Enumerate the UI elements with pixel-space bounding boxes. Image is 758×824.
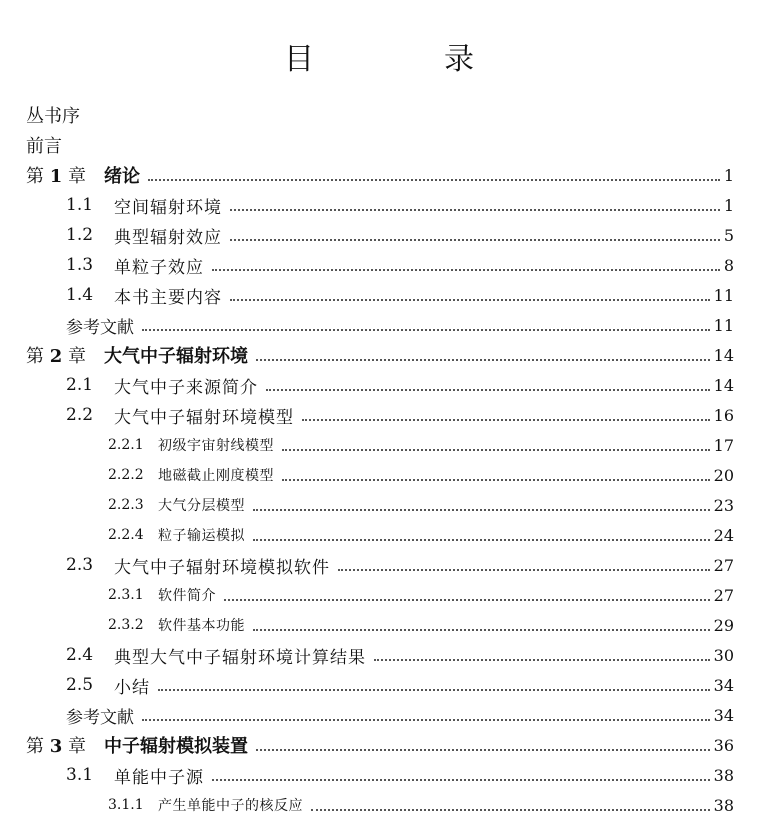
dot-leader xyxy=(282,479,710,481)
toc-subsection-2-2-2[interactable] xyxy=(0,460,758,490)
subsection-title: 软件基本功能 xyxy=(158,618,245,634)
subsection-title: 大气分层模型 xyxy=(158,498,245,514)
section-title: 大气中子辐射环境模型 xyxy=(114,407,294,428)
dot-leader xyxy=(253,539,710,541)
section-title: 大气中子来源简介 xyxy=(114,377,258,398)
section-number: 1.3 xyxy=(66,255,94,275)
toc-section-1-4[interactable] xyxy=(0,280,758,310)
page-number: 5 xyxy=(723,225,734,245)
subsection-number: 2.3.1 xyxy=(108,587,144,603)
toc-subsection-2-2-1[interactable] xyxy=(0,430,758,460)
page-number: 16 xyxy=(713,405,734,425)
page-number: 14 xyxy=(713,375,734,395)
page-number: 34 xyxy=(713,705,734,725)
page-number: 27 xyxy=(713,555,734,575)
toc-subsection-2-2-3[interactable] xyxy=(0,490,758,520)
dot-leader xyxy=(266,389,710,391)
references-title: 参考文献 xyxy=(66,317,134,338)
toc-chapter-3[interactable] xyxy=(0,730,758,760)
dot-leader xyxy=(256,749,710,751)
subsection-number: 2.2.4 xyxy=(108,527,144,543)
subsection-number: 2.3.2 xyxy=(108,617,144,633)
dot-leader xyxy=(148,179,720,181)
subsection-title: 软件简介 xyxy=(158,588,216,604)
page-number: 11 xyxy=(713,285,734,305)
section-number: 2.2 xyxy=(66,405,94,425)
dot-leader xyxy=(142,719,710,721)
toc-subsection-2-2-4[interactable] xyxy=(0,520,758,550)
dot-leader xyxy=(224,599,710,601)
subsection-number: 2.2.3 xyxy=(108,497,144,513)
section-title: 小结 xyxy=(114,677,150,698)
page-number: 17 xyxy=(713,435,734,455)
toc-subsection-2-3-2[interactable] xyxy=(0,610,758,640)
section-title: 典型辐射效应 xyxy=(114,227,222,248)
page-title: 目 录 xyxy=(284,42,524,77)
toc-chapter-1[interactable] xyxy=(0,160,758,190)
page-number: 27 xyxy=(713,585,734,605)
toc-section-2-4[interactable] xyxy=(0,640,758,670)
chapter-title: 大气中子辐射环境 xyxy=(104,346,248,367)
dot-leader xyxy=(282,449,710,451)
subsection-title: 初级宇宙射线模型 xyxy=(158,438,274,454)
section-title: 单能中子源 xyxy=(114,767,204,788)
page-number: 24 xyxy=(713,525,734,545)
dot-leader xyxy=(230,299,710,301)
toc-entry-foreword[interactable] xyxy=(0,130,758,160)
toc-section-2-1[interactable] xyxy=(0,370,758,400)
dot-leader xyxy=(374,659,710,661)
toc-section-2-3[interactable] xyxy=(0,550,758,580)
page-number: 29 xyxy=(713,615,734,635)
page-number: 1 xyxy=(723,195,734,215)
toc-entry-preface-series[interactable] xyxy=(0,100,758,130)
page-number: 23 xyxy=(713,495,734,515)
dot-leader xyxy=(253,509,710,511)
section-title: 单粒子效应 xyxy=(114,257,204,278)
chapter-number: 第 2 章 xyxy=(26,346,86,367)
dot-leader xyxy=(338,569,710,571)
section-number: 3.1 xyxy=(66,765,94,785)
section-number: 1.1 xyxy=(66,195,94,215)
toc-section-1-2[interactable] xyxy=(0,220,758,250)
toc-section-2-5[interactable] xyxy=(0,670,758,700)
section-title: 本书主要内容 xyxy=(114,287,222,308)
section-title: 空间辐射环境 xyxy=(114,197,222,218)
subsection-title: 粒子输运模拟 xyxy=(158,528,245,544)
page-number: 38 xyxy=(713,795,734,815)
toc-references-ch1[interactable] xyxy=(0,310,758,340)
chapter-number: 第 1 章 xyxy=(26,166,86,187)
dot-leader xyxy=(302,419,710,421)
subsection-number: 3.1.1 xyxy=(108,797,144,813)
dot-leader xyxy=(311,809,710,811)
section-title: 典型大气中子辐射环境计算结果 xyxy=(114,647,366,668)
page-number: 14 xyxy=(713,345,734,365)
section-number: 2.1 xyxy=(66,375,94,395)
dot-leader xyxy=(158,689,710,691)
page-number: 36 xyxy=(713,735,734,755)
toc-section-1-3[interactable] xyxy=(0,250,758,280)
toc-references-ch2[interactable] xyxy=(0,700,758,730)
subsection-number: 2.2.2 xyxy=(108,467,144,483)
toc-subsection-2-3-1[interactable] xyxy=(0,580,758,610)
dot-leader xyxy=(212,779,710,781)
toc-chapter-2[interactable] xyxy=(0,340,758,370)
dot-leader xyxy=(230,239,720,241)
section-number: 1.4 xyxy=(66,285,94,305)
section-number: 2.5 xyxy=(66,675,94,695)
toc-section-2-2[interactable] xyxy=(0,400,758,430)
page-number: 8 xyxy=(723,255,734,275)
page-number: 30 xyxy=(713,645,734,665)
toc-section-1-1[interactable] xyxy=(0,190,758,220)
dot-leader xyxy=(212,269,720,271)
section-number: 2.3 xyxy=(66,555,94,575)
dot-leader xyxy=(142,329,710,331)
toc-section-3-1[interactable] xyxy=(0,760,758,790)
references-title: 参考文献 xyxy=(66,707,134,728)
page-number: 38 xyxy=(713,765,734,785)
subsection-number: 2.2.1 xyxy=(108,437,144,453)
toc-entry-title: 丛书序 xyxy=(26,106,80,127)
toc-subsection-3-1-1[interactable] xyxy=(0,790,758,820)
section-number: 1.2 xyxy=(66,225,94,245)
chapter-title: 绪论 xyxy=(104,166,140,187)
dot-leader xyxy=(253,629,710,631)
subsection-title: 地磁截止刚度模型 xyxy=(158,468,274,484)
chapter-number: 第 3 章 xyxy=(26,736,86,757)
table-of-contents xyxy=(0,100,758,820)
subsection-title: 产生单能中子的核反应 xyxy=(158,798,303,814)
dot-leader xyxy=(256,359,710,361)
toc-entry-title: 前言 xyxy=(26,136,62,157)
section-title: 大气中子辐射环境模拟软件 xyxy=(114,557,330,578)
page-number: 20 xyxy=(713,465,734,485)
page-number: 11 xyxy=(713,315,734,335)
section-number: 2.4 xyxy=(66,645,94,665)
page-number: 34 xyxy=(713,675,734,695)
dot-leader xyxy=(230,209,720,211)
page-number: 1 xyxy=(723,165,734,185)
chapter-title: 中子辐射模拟装置 xyxy=(104,736,248,757)
